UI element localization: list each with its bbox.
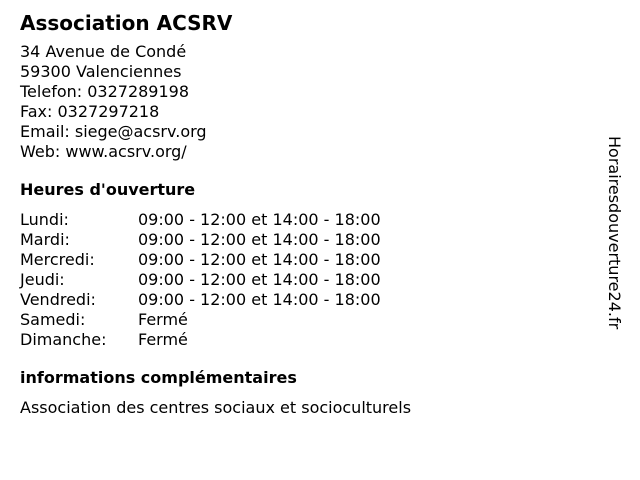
hours-day-value: Fermé xyxy=(138,310,188,329)
info-text: Association des centres sociaux et socioculturels xyxy=(20,398,412,417)
hours-day-label: Mercredi: xyxy=(20,250,95,269)
hours-day-label: Vendredi: xyxy=(20,290,96,309)
info-heading: informations complémentaires xyxy=(20,368,297,387)
address-city: 59300 Valenciennes xyxy=(20,62,182,81)
hours-day-label: Dimanche: xyxy=(20,330,107,349)
hours-row-monday xyxy=(20,210,580,230)
fax-line: Fax: 0327297218 xyxy=(20,102,160,121)
hours-day-value: Fermé xyxy=(138,330,188,349)
hours-row-friday xyxy=(20,290,580,310)
hours-row-saturday xyxy=(20,310,580,330)
hours-day-value: 09:00 - 12:00 et 14:00 - 18:00 xyxy=(138,270,381,289)
web-line: Web: www.acsrv.org/ xyxy=(20,142,187,161)
hours-day-label: Mardi: xyxy=(20,230,70,249)
business-name: Association ACSRV xyxy=(20,11,233,35)
email-line: Email: siege@acsrv.org xyxy=(20,122,207,141)
side-brand-watermark: Horairesdouverture24.fr xyxy=(605,136,624,330)
hours-row-thursday xyxy=(20,270,580,290)
address-street: 34 Avenue de Condé xyxy=(20,42,187,61)
hours-day-label: Samedi: xyxy=(20,310,86,329)
hours-day-value: 09:00 - 12:00 et 14:00 - 18:00 xyxy=(138,230,381,249)
phone-line: Telefon: 0327289198 xyxy=(20,82,190,101)
hours-day-value: 09:00 - 12:00 et 14:00 - 18:00 xyxy=(138,210,381,229)
hours-table xyxy=(20,210,580,350)
hours-day-value: 09:00 - 12:00 et 14:00 - 18:00 xyxy=(138,250,381,269)
hours-row-sunday xyxy=(20,330,580,350)
address-block xyxy=(20,42,580,162)
hours-row-wednesday xyxy=(20,250,580,270)
hours-day-label: Jeudi: xyxy=(20,270,65,289)
hours-row-tuesday xyxy=(20,230,580,250)
hours-heading: Heures d'ouverture xyxy=(20,180,196,199)
hours-day-label: Lundi: xyxy=(20,210,69,229)
hours-day-value: 09:00 - 12:00 et 14:00 - 18:00 xyxy=(138,290,381,309)
business-card xyxy=(20,10,580,418)
